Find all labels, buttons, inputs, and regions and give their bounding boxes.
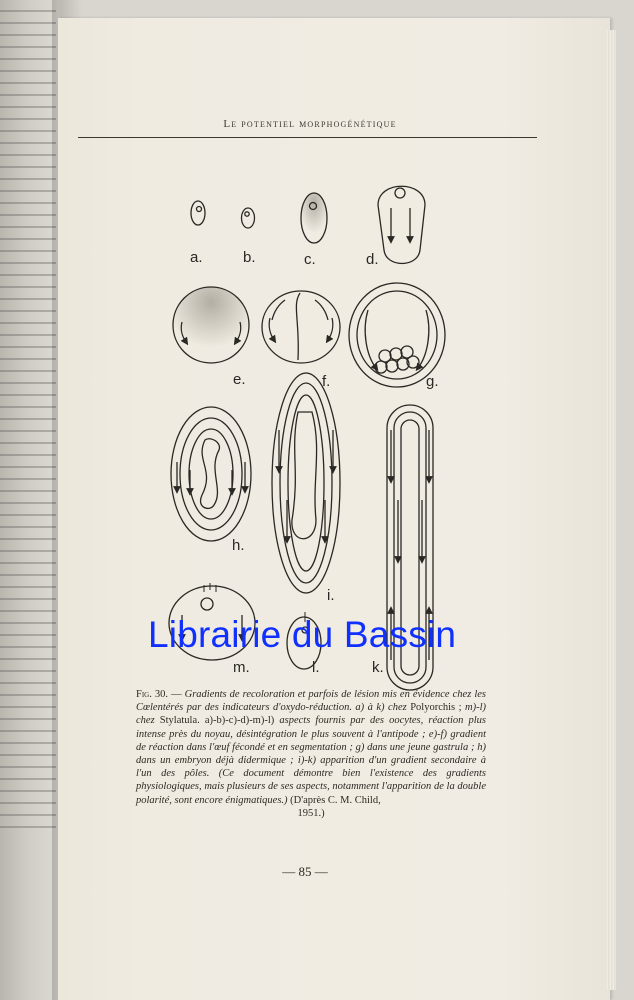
label-b: b.	[243, 249, 256, 266]
caption-text-3: aspects fournis par des oocytes, réaction plus intense près du noyau, désintégration le plus souvent à l'antipode ; e)-f) gradient de réaction dans l'œuf fécondé et en segmentation ; g) dans une jeune gastrula ; h) dans un embryon déjà didermique ; i)-k) apparition d'un gradient secondaire à l'un des pôles. (Ce document démontre bien l'existence des gradients physiologiques, mais plusieurs de ses aspects, notamment l'apparition de la double polarité, sont encore énigmatiques.)	[136, 715, 486, 806]
label-e: e.	[233, 371, 246, 388]
caption-parts: a)-b)-c)-d)-m)-l)	[199, 715, 280, 727]
caption-text-1: Gradients de recoloration et parfois de lésion mis en évidence chez les Cœlentérés par des indicateurs d'oxydo-réduction. a) à k) chez	[136, 689, 486, 714]
panel-c-oocyte	[301, 193, 327, 243]
label-l: l.	[312, 659, 320, 676]
label-m: m.	[233, 659, 250, 676]
label-g: g.	[426, 373, 439, 390]
label-c: c.	[304, 251, 316, 268]
label-a: a.	[190, 249, 203, 266]
panel-h-didermic-embryo	[171, 407, 251, 541]
panel-b-oocyte	[242, 208, 255, 228]
running-header: Le potentiel morphogénétique	[223, 118, 397, 130]
label-i: i.	[327, 587, 335, 604]
caption-source: (D'après C. M. Child,	[287, 794, 381, 806]
caption-year: 1951.)	[297, 807, 325, 819]
caption-text-2: m)-l) chez	[136, 702, 486, 727]
watermark-text: Librairie du Bassin	[148, 614, 457, 655]
caption-polyorchis: Polyorchis ;	[406, 702, 465, 714]
panel-d-oocyte	[378, 186, 425, 263]
label-f: f.	[322, 373, 331, 390]
label-h: h.	[232, 537, 245, 554]
panel-a-oocyte	[191, 201, 205, 225]
figure-caption	[136, 688, 486, 820]
label-k: k.	[372, 659, 384, 676]
panel-e-fertilized-egg	[173, 287, 249, 363]
page-number: — 85 —	[282, 864, 328, 879]
panel-g-gastrula	[349, 283, 445, 387]
label-d: d.	[366, 251, 379, 268]
figure-label: Fig. 30.	[136, 689, 169, 700]
caption-dash: —	[168, 689, 185, 700]
panel-f-segmenting-egg	[262, 291, 340, 363]
caption-stylatula: Stylatula.	[154, 715, 200, 727]
panel-i-secondary-gradient	[272, 373, 340, 593]
